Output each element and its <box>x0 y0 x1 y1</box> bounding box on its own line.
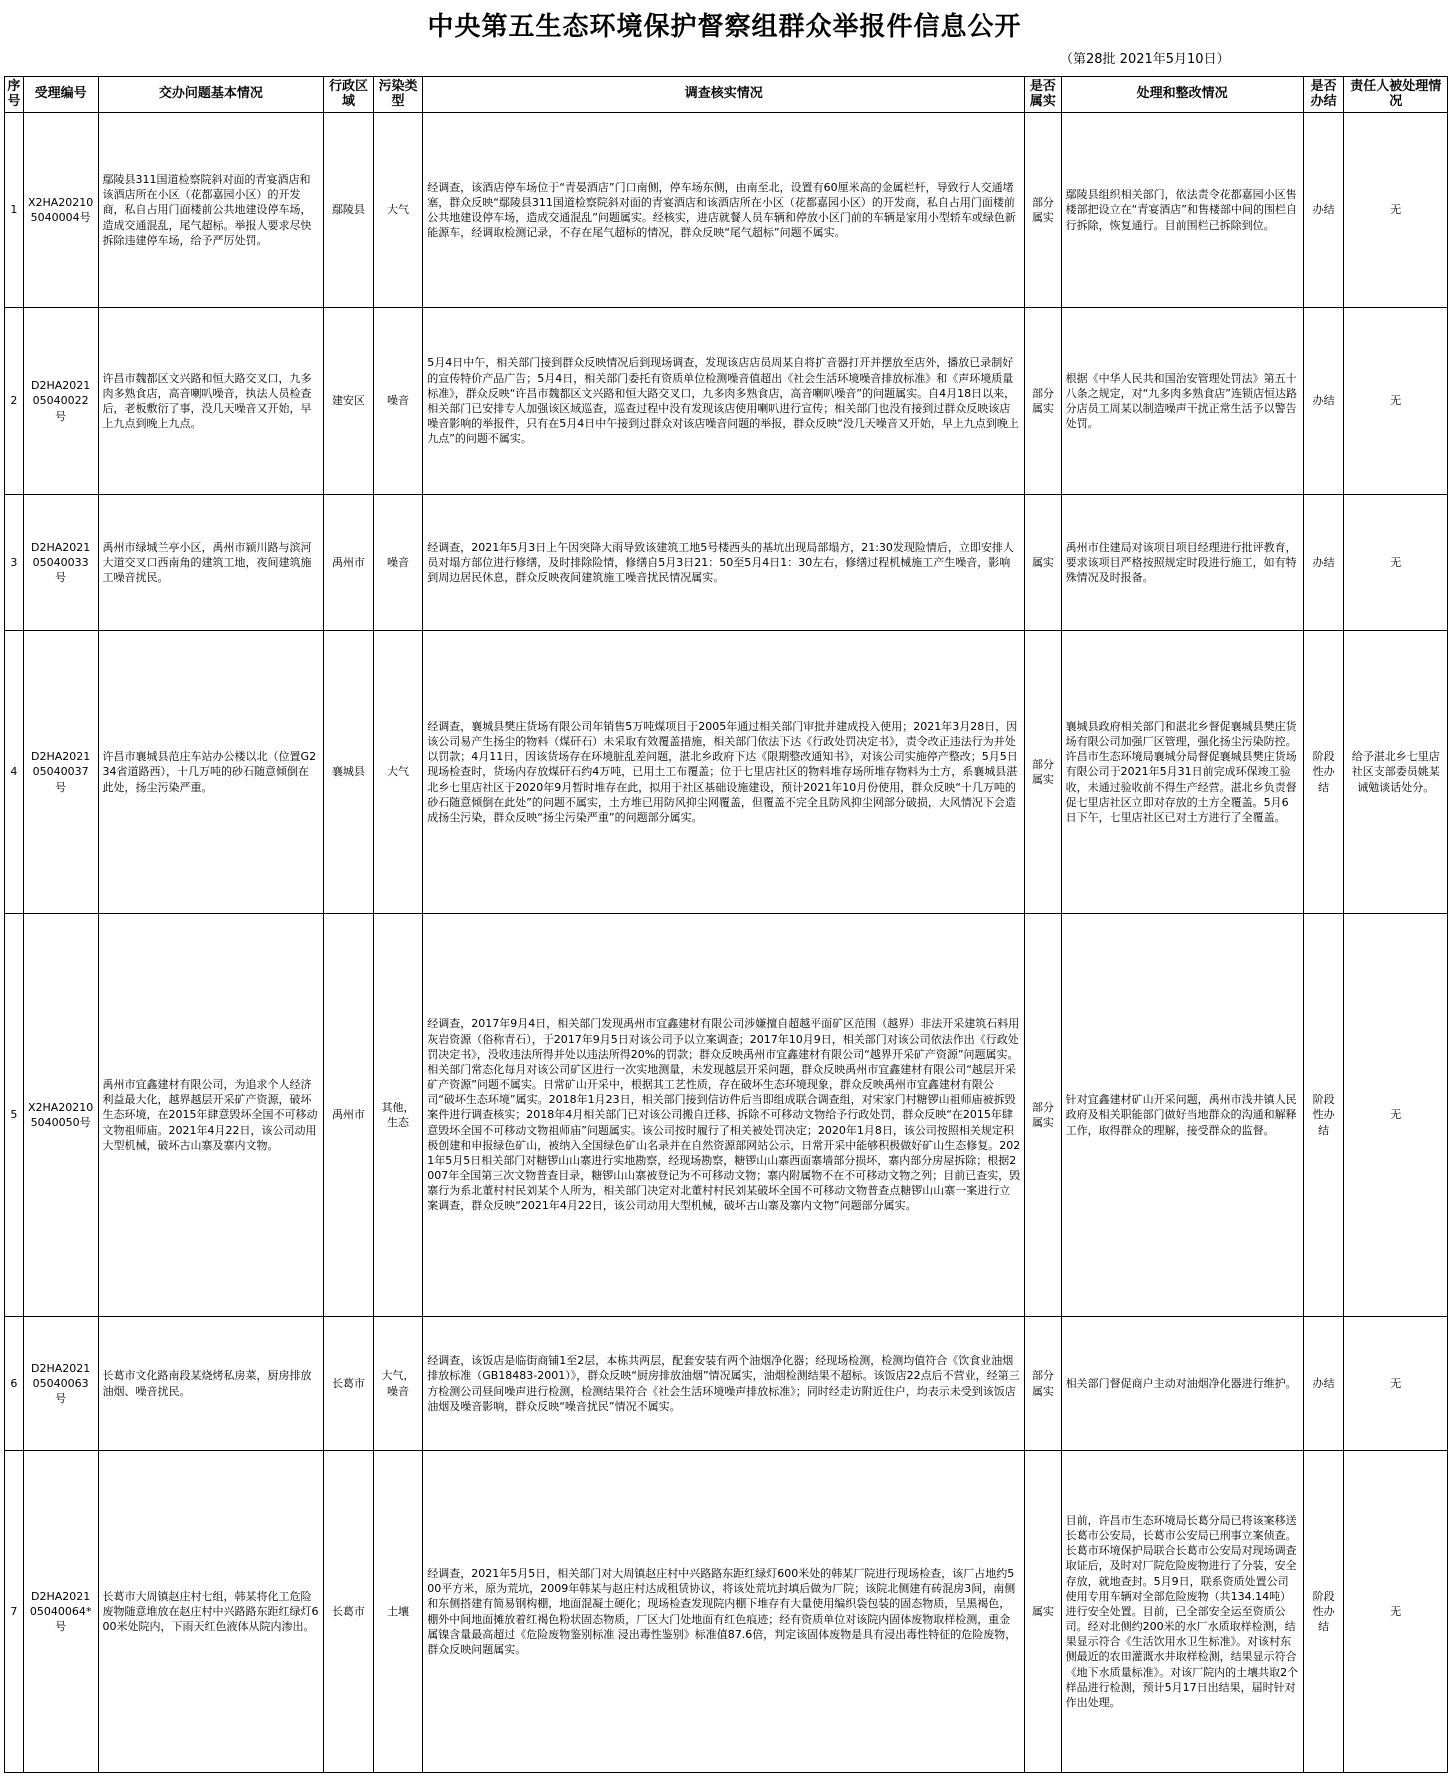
cell-investigation: 经调查，襄城县樊庄货场有限公司年销售5万吨煤项目于2005年通过相关部门审批并建成投入使用；2021年3月28日，因该公司易产生扬尘的物料（煤矸石）未采取有效覆盖措施，相关部门依法下达《行政处罚决定书》，责令改正违法行为并处以罚款；4月11日，因该货场存在环境脏乱差问题，湛北乡政府下达《限期整改通知书》，对该公司实施停产整改；5月5日现场检查时，货场内存放煤矸石约4万吨，已用土工布覆盖；位于七里店社区的物料堆存场所堆存物料为土方，系襄城县湛北乡七里店社区于2020年9月暂时堆存在此，拟用于社区基础设施建设，预计2021年10月份使用，群众反映“十几万吨的砂石随意倾倒在此处”的问题不属实，土方堆已用防风抑尘网覆盖，但覆盖不完全且防风抑尘网部分破损，大风情况下会造成扬尘污染，群众反映“扬尘污染严重”的问题部分属实。 <box>423 631 1025 914</box>
cell-accountability: 无 <box>1344 1451 1448 1773</box>
cell-investigation: 经调查，2017年9月4日，相关部门发现禹州市宜鑫建材有限公司涉嫌擅自超越平面矿区范围（越界）非法开采建筑石料用灰岩资源（俗称青石），于2017年9月5日对该公司予以立案调查；2017年10月9日，相关部门对该公司依法作出《行政处罚决定书》，没收违法所得并处以违法所得20%的罚款；群众反映禹州市宜鑫建材有限公司“越界开采矿产资源”问题属实。相关部门常态化每月对该公司矿区进行一次实地测量，未发现越层开采问题，群众反映禹州市宜鑫建材有限公司“越层开采矿产资源”问题不属实。日常矿山开采中，根据其工艺性质，存在破坏生态环境现象，群众反映禹州市宜鑫建材有限公司“破坏生态环境”属实。2018年1月23日，相关部门接到信访件后当即组成联合调查组，对宋家门村糖锣山祖师庙被拆毁案件进行调查核实；2018年4月相关部门已对该公司搬自迁移、拆除不可移动文物给予行政处罚，群众反映“在2015年肆意毁坏全国不可移动文物祖师庙”问题属实。该公司按时履行了相关被处罚决定；2020年1月8日，该公司按照相关规定积极创建和申报绿色矿山，被纳入全国绿色矿山名录并在自然资源部网站公示，日常开采中能够积极做好矿山生态修复。2021年5月5日相关部门对糖锣山山寨进行实地勘察，经现场勘察，糖锣山山寨西面寨墙部分损坏，寨内部分房屋拆除；根据2007年全国第三次文物普查目录，糖锣山山寨被登记为不可移动文物；寨内附属物不在不可移动文物之列；目前已查实，毁寨行为系北董村村民刘某个人所为，相关部门决定对北董村村民刘某破坏全国不可移动文物普查点糖锣山山寨一案进行立案调查，群众反映“2021年4月22日，该公司动用大型机械，破坏古山寨及寨内文物”问题部分属实。 <box>423 914 1025 1317</box>
cell-handling: 根据《中华人民共和国治安管理处罚法》第五十八条之规定，对“九多肉多熟食店”连锁店恒达路分店员工周某以制造噪声干扰正常生活予以警告处罚。 <box>1061 308 1303 495</box>
cell-issue: 禹州市绿城兰亭小区，禹州市颍川路与滨河大道交叉口西南角的建筑工地，夜间建筑施工噪音扰民。 <box>98 495 324 631</box>
cell-completed: 办结 <box>1303 1317 1344 1451</box>
cell-investigation: 5月4日中午，相关部门接到群众反映情况后到现场调查，发现该店店员周某自将扩音器打开并摆放至店外，播放已录制好的宣传特价产品广告；5月4日，相关部门委托有资质单位检测噪音值超出《社会生活环境噪音排放标准》和《声环境质量标准》，群众反映“许昌市魏都区文兴路和恒大路交叉口，九多肉多熟食店，高音喇叭噪音”的问题属实。自4月18日以来，相关部门已安排专人加强该区域巡查，巡查过程中没有发现该店使用喇叭进行宣传；相关部门也没有接到过群众反映该店噪音影响的举报件，只有在5月4日中午接到过群众对该店噪音问题的举报，群众反映“没几天噪音又开始，早上九点到晚上九点”的问题不属实。 <box>423 308 1025 495</box>
table-row <box>5 1317 1448 1451</box>
table-row <box>5 113 1448 308</box>
cell-verified: 部分属实 <box>1025 308 1061 495</box>
header-handling: 处理和整改情况 <box>1061 77 1303 113</box>
cell-verified: 部分属实 <box>1025 631 1061 914</box>
cell-accountability: 无 <box>1344 914 1448 1317</box>
cell-pollution: 大气 <box>373 631 423 914</box>
cell-pollution: 噪音 <box>373 308 423 495</box>
cell-pollution: 大气，噪音 <box>373 1317 423 1451</box>
table-row <box>5 1451 1448 1773</box>
cell-seq: 2 <box>5 308 24 495</box>
cell-seq: 6 <box>5 1317 24 1451</box>
cell-pollution: 其他，生态 <box>373 914 423 1317</box>
batch-info: （第28批 2021年5月10日） <box>1060 52 1230 67</box>
report-table <box>4 76 1448 1773</box>
cell-code: D2HA202105040022号 <box>23 308 98 495</box>
cell-completed: 办结 <box>1303 308 1344 495</box>
cell-accountability: 无 <box>1344 308 1448 495</box>
cell-pollution: 噪音 <box>373 495 423 631</box>
cell-issue: 禹州市宜鑫建材有限公司，为追求个人经济利益最大化，越界越层开采矿产资源，破坏生态环境，在2015年肆意毁坏全国不可移动文物祖师庙。2021年4月22日，该公司动用大型机械，破坏古山寨及寨内文物。 <box>98 914 324 1317</box>
cell-code: D2HA202105040033号 <box>23 495 98 631</box>
cell-investigation: 经调查，该饭店是临街商铺1至2层，本栋共两层，配套安装有两个油烟净化器；经现场检测，检测均值符合《饮食业油烟排放标准（GB18483-2001）》，群众反映“厨房排放油烟”情况属实，油烟检测结果不超标。该饭店22点后不营业，经第三方检测公司昼间噪声进行检测，检测结果符合《社会生活环境噪声排放标准》；同时经走访附近住户，均表示未受到该饭店油烟及噪音影响，群众反映“噪音扰民”情况不属实。 <box>423 1317 1025 1451</box>
header-code: 受理编号 <box>23 77 98 113</box>
cell-completed: 阶段性办结 <box>1303 1451 1344 1773</box>
cell-seq: 7 <box>5 1451 24 1773</box>
header-region: 行政区域 <box>324 77 374 113</box>
cell-issue: 许昌市魏都区文兴路和恒大路交叉口，九多肉多熟食店，高音喇叭噪音，执法人员检查后，老板敷衍了事，没几天噪音又开始，早上九点到晚上九点。 <box>98 308 324 495</box>
header-seq: 序号 <box>5 77 24 113</box>
cell-issue: 长葛市文化路南段某烧烤私房菜，厨房排放油烟、噪音扰民。 <box>98 1317 324 1451</box>
header-row <box>5 77 1448 113</box>
cell-investigation: 经调查，2021年5月5日，相关部门对大周镇赵庄村中兴路路东距红绿灯600米处的韩某厂院进行现场检查，该厂占地约500平方米，原为荒坑，2009年韩某与赵庄村达成租赁协议，将该处荒坑封填后做为厂院；该院北侧建有砖混房3间，南侧和东侧搭建有简易钢构棚，地面混凝土硬化；现场检查发现院内棚下堆存有大量使用编织袋包装的固态物质，呈黑褐色，棚外中间地面摊放着红褐色粉状固态物质，厂区大门处地面有红色痕迹；经有资质单位对该院内固体废物取样检测，重金属镍含量最高超过《危险废物鉴别标准 浸出毒性鉴别》标准值87.6倍，判定该固体废物是具有浸出毒性特征的危险废物，群众反映问题属实。 <box>423 1451 1025 1773</box>
cell-completed: 阶段性办结 <box>1303 914 1344 1317</box>
cell-issue: 许昌市襄城县范庄车站办公楼以北（位置G234省道路西），十几万吨的砂石随意倾倒在此处，扬尘污染严重。 <box>98 631 324 914</box>
table-row <box>5 308 1448 495</box>
cell-completed: 办结 <box>1303 113 1344 308</box>
cell-seq: 1 <box>5 113 24 308</box>
cell-code: D2HA202105040037号 <box>23 631 98 914</box>
cell-completed: 办结 <box>1303 495 1344 631</box>
header-pollution: 污染类型 <box>373 77 423 113</box>
cell-code: D2HA202105040064*号 <box>23 1451 98 1773</box>
cell-verified: 部分属实 <box>1025 113 1061 308</box>
cell-region: 建安区 <box>324 308 374 495</box>
cell-handling: 襄城县政府相关部门和湛北乡督促襄城县樊庄货场有限公司加强厂区管理，强化扬尘污染防控。许昌市生态环境局襄城分局督促襄城县樊庄货场有限公司于2021年5月31日前完成环保竣工验收，未通过验收前不得生产经营。湛北乡负责督促七里店社区立即对存放的土方全覆盖。5月6日下午，七里店社区已对土方进行了全覆盖。 <box>1061 631 1303 914</box>
cell-verified: 部分属实 <box>1025 1317 1061 1451</box>
cell-completed: 阶段性办结 <box>1303 631 1344 914</box>
cell-region: 长葛市 <box>324 1451 374 1773</box>
header-accountability: 责任人被处理情况 <box>1344 77 1448 113</box>
cell-seq: 5 <box>5 914 24 1317</box>
cell-handling: 目前，许昌市生态环境局长葛分局已将该案移送长葛市公安局，长葛市公安局已刑事立案侦查。长葛市环境保护局联合长葛市公安局对现场调查取证后，及时对厂院危险废物进行了分装，安全存放，就地查封。5月9日，联系资质处置公司使用专用车辆对全部危险废物（共134.14吨）进行安全处置。目前，已全部安全运至资质公司。经对北侧约200米的水厂水质取样检测，结果显示符合《生活饮用水卫生标准》。对该村东侧最近的农田灌溉水井取样检测，结果显示符合《地下水质量标准》。对该厂院内的土壤共取2个样品进行检测，预计5月17日出结果，届时针对作出处理。 <box>1061 1451 1303 1773</box>
cell-region: 长葛市 <box>324 1317 374 1451</box>
cell-accountability: 无 <box>1344 113 1448 308</box>
cell-region: 襄城县 <box>324 631 374 914</box>
header-verified: 是否属实 <box>1025 77 1061 113</box>
cell-region: 禹州市 <box>324 495 374 631</box>
cell-code: X2HA202105040004号 <box>23 113 98 308</box>
cell-accountability: 无 <box>1344 1317 1448 1451</box>
cell-handling: 针对宜鑫建材矿山开采问题，禹州市浅井镇人民政府及相关职能部门做好当地群众的沟通和解释工作，取得群众的理解，接受群众的监督。 <box>1061 914 1303 1317</box>
cell-investigation: 经调查，2021年5月3日上午因突降大雨导致该建筑工地5号楼西头的基坑出现局部塌方，21:30发现险情后，立即安排人员对塌方部位进行修缮，及时排除险情，修缮自5月3日21：50至5月4日1：30左右，修缮过程机械施工产生噪音，影响到周边居民休息，群众反映夜间建筑施工噪音扰民情况属实。 <box>423 495 1025 631</box>
cell-handling: 相关部门督促商户主动对油烟净化器进行维护。 <box>1061 1317 1303 1451</box>
cell-handling: 鄢陵县组织相关部门，依法责令花都嘉园小区售楼部把设立在“青宴酒店”和售楼部中间的围栏自行拆除，恢复通行。目前围栏已拆除到位。 <box>1061 113 1303 308</box>
cell-verified: 属实 <box>1025 1451 1061 1773</box>
cell-pollution: 土壤 <box>373 1451 423 1773</box>
cell-investigation: 经调查，该酒店停车场位于“青晏酒店”门口南侧，停车场东侧，由南至北，设置有60厘米高的金属栏杆，导致行人交通堵塞，群众反映“鄢陵县311国道检察院斜对面的青宴酒店和该酒店所在小区（花都嘉园小区）的开发商，私自占用门面楼前公共地建设停车场，造成交通混乱”问题属实。经核实，进店就餐人员车辆和停放小区门前的车辆是家用小型轿车或绿色新能源车，经调取检测记录，不存在尾气超标的情况，群众反映“尾气超标”问题不属实。 <box>423 113 1025 308</box>
cell-accountability: 无 <box>1344 495 1448 631</box>
cell-region: 禹州市 <box>324 914 374 1317</box>
cell-issue: 鄢陵县311国道检察院斜对面的青宴酒店和该酒店所在小区（花都嘉园小区）的开发商，私自占用门面楼前公共地建设停车场，造成交通混乱，尾气超标。举报人要求尽快拆除违建停车场，给予严厉处罚。 <box>98 113 324 308</box>
table-row <box>5 631 1448 914</box>
header-issue: 交办问题基本情况 <box>98 77 324 113</box>
cell-code: D2HA202105040063号 <box>23 1317 98 1451</box>
cell-accountability: 给予湛北乡七里店社区支部委员姚某诫勉谈话处分。 <box>1344 631 1448 914</box>
cell-seq: 3 <box>5 495 24 631</box>
header-completed: 是否办结 <box>1303 77 1344 113</box>
cell-region: 鄢陵县 <box>324 113 374 308</box>
cell-code: X2HA202105040050号 <box>23 914 98 1317</box>
cell-pollution: 大气 <box>373 113 423 308</box>
cell-handling: 禹州市住建局对该项目项目经理进行批评教育，要求该项目严格按照规定时段进行施工，如有特殊情况及时报备。 <box>1061 495 1303 631</box>
page-title: 中央第五生态环境保护督察组群众举报件信息公开 <box>427 12 1022 42</box>
cell-verified: 属实 <box>1025 495 1061 631</box>
cell-verified: 部分属实 <box>1025 914 1061 1317</box>
cell-issue: 长葛市大周镇赵庄村七组，韩某将化工危险废物随意堆放在赵庄村中兴路路东距红绿灯600米处院内，下雨天红色液体从院内渗出。 <box>98 1451 324 1773</box>
table-row <box>5 495 1448 631</box>
header-investigation: 调查核实情况 <box>423 77 1025 113</box>
table-row <box>5 914 1448 1317</box>
cell-seq: 4 <box>5 631 24 914</box>
